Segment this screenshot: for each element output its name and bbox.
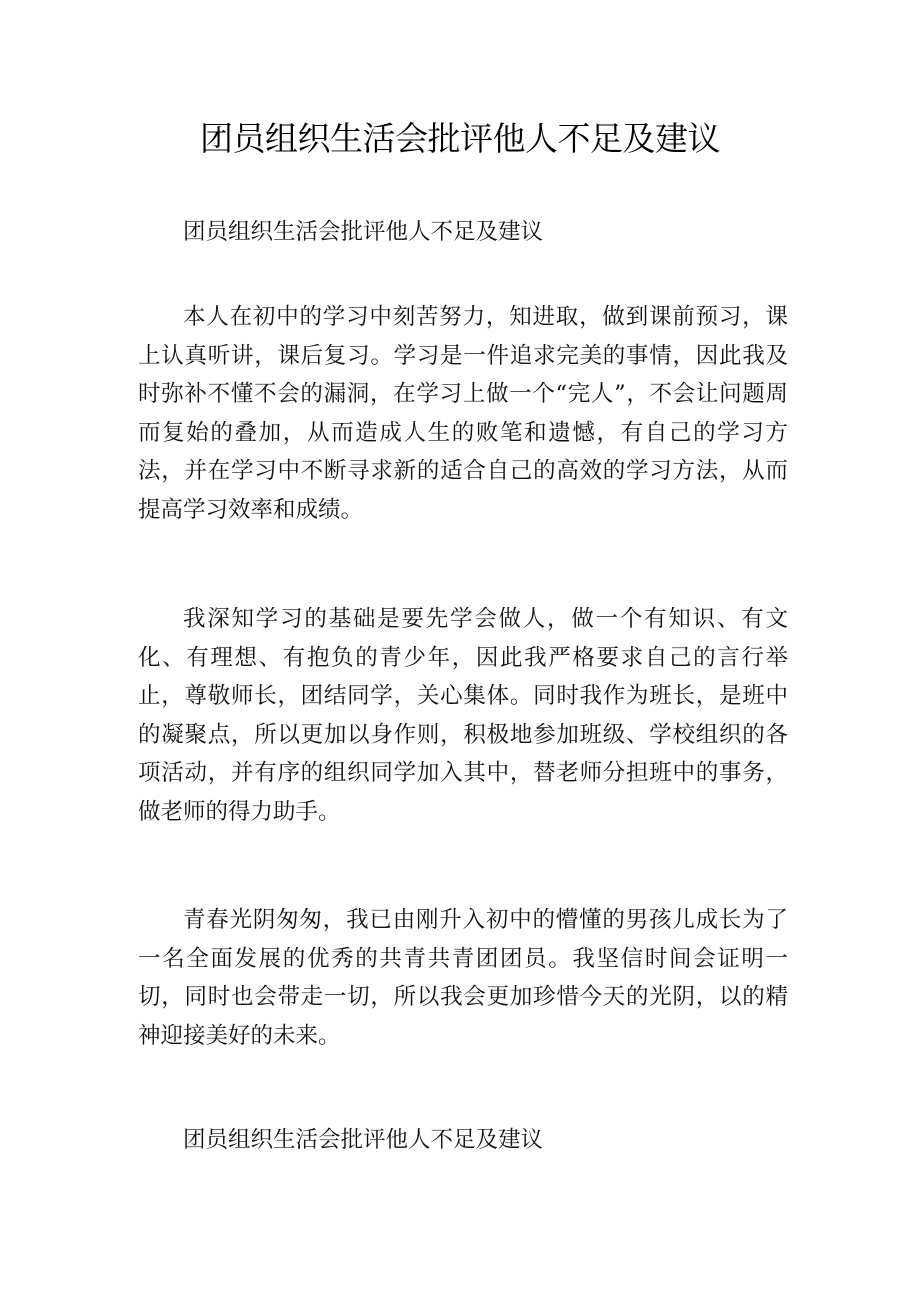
paragraph-future: 青春光阴匆匆，我已由刚升入初中的懵懂的男孩儿成长为了一名全面发展的优秀的共青共青团团员。我坚信时间会证明一切，同时也会带走一切，所以我会更加珍惜今天的光阴，以的精神迎接美好的未来。	[138, 907, 788, 1049]
document-title: 团员组织生活会批评他人不足及建议	[200, 119, 720, 158]
paragraph-conduct: 我深知学习的基础是要先学会做人，做一个有知识、有文化、有理想、有抱负的青少年，因此我严格要求自己的言行举止，尊敬师长，团结同学，关心集体。同时我作为班长，是班中的凝聚点，所以更加以身作则，积极地参加班级、学校组织的各项活动，并有序的组织同学加入其中，替老师分担班中的事务，做老师的得力助手。	[138, 606, 788, 825]
paragraph-study: 本人在初中的学习中刻苦努力，知进取，做到课前预习，课上认真听讲，课后复习。学习是一件追求完美的事情，因此我及时弥补不懂不会的漏洞，在学习上做一个“完人”，不会让问题周而复始的叠加，从而造成人生的败笔和遗憾，有自己的学习方法，并在学习中不断寻求新的适合自己的高效的学习方法，从而提高学习效率和成绩。	[138, 304, 788, 523]
document-subtitle-repeat: 团员组织生活会批评他人不足及建议	[183, 1127, 544, 1153]
document-subtitle: 团员组织生活会批评他人不足及建议	[183, 219, 544, 245]
